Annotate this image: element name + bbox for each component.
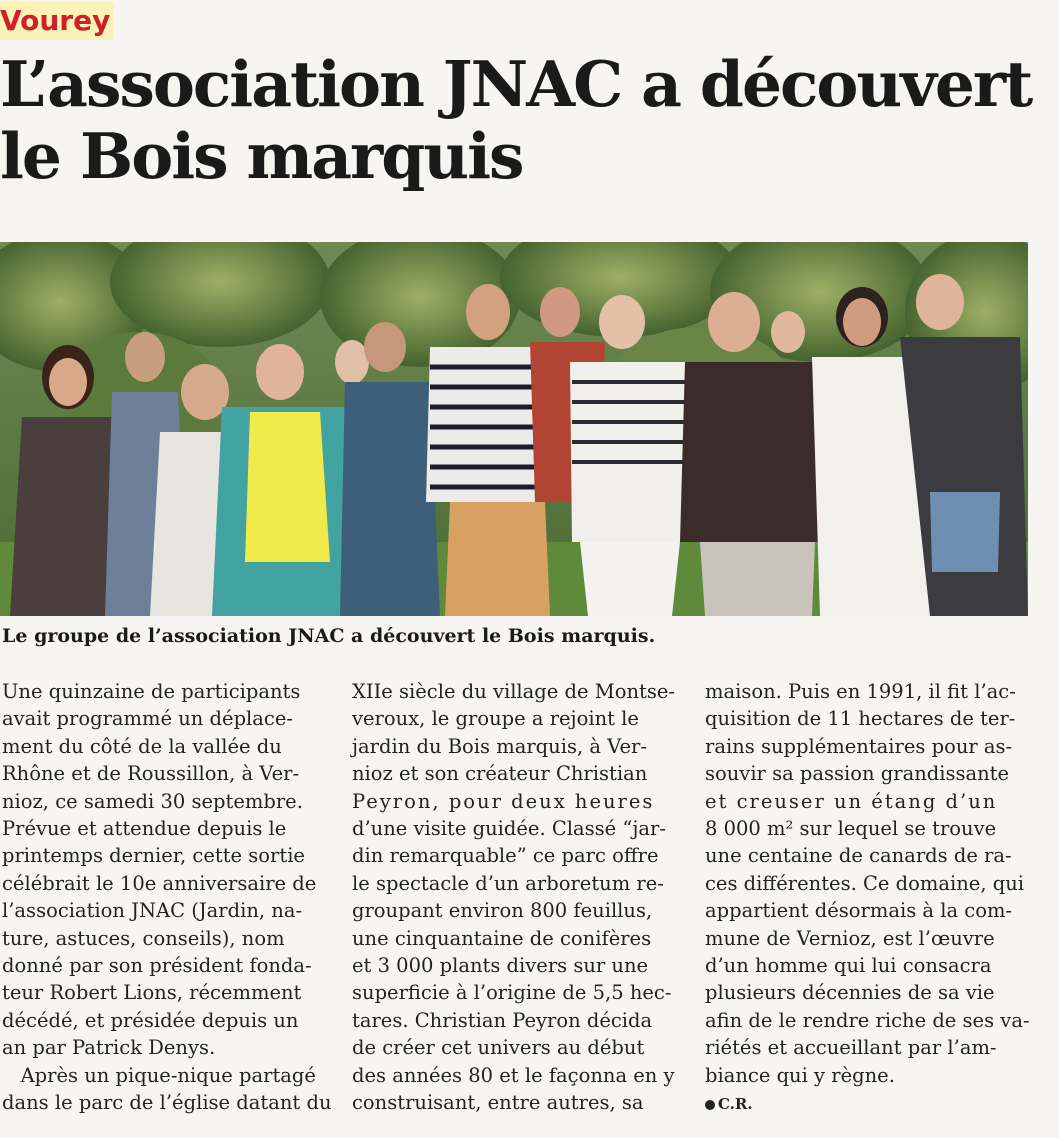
text-line: quisition de 11 hectares de ter-	[705, 707, 1016, 731]
group-photo-illustration	[0, 242, 1028, 616]
text-line: des années 80 et le façonna en y	[352, 1063, 675, 1087]
text-line: veroux, le groupe a rejoint le	[352, 707, 639, 731]
article-column-3	[705, 678, 1030, 1119]
text-line: an par Patrick Denys.	[2, 1036, 216, 1060]
text-line: d’un homme qui lui consacra	[705, 954, 992, 978]
text-line: Une quinzaine de participants	[2, 680, 301, 703]
text-line: Peyron, pour deux heures	[352, 789, 655, 813]
text-line: maison. Puis en 1991, il fit l’ac-	[705, 680, 1016, 703]
text-line: 8 000 m² sur lequel se trouve	[705, 817, 997, 841]
text-line: une cinquantaine de conifères	[352, 926, 652, 950]
text-line: biance qui y règne.	[705, 1063, 895, 1087]
text-line: plusieurs décennies de sa vie	[705, 981, 995, 1005]
text-line: groupant environ 800 feuillus,	[352, 899, 653, 923]
text-line: appartient désormais à la com-	[705, 899, 1013, 923]
text-line: jardin du Bois marquis, à Ver-	[352, 734, 647, 758]
text-line: célébrait le 10e anniversaire de	[2, 871, 317, 895]
headline-line-1: L’association JNAC a découvert	[0, 47, 1032, 121]
byline-text: C.R.	[718, 1095, 753, 1114]
text-line: donné par son président fonda-	[2, 954, 312, 978]
text-line: de créer cet univers au début	[352, 1036, 645, 1060]
text-line: ment du côté de la vallée du	[2, 734, 282, 758]
text-line: ces différentes. Ce domaine, qui	[705, 871, 1024, 895]
byline	[705, 1091, 753, 1118]
text-line: et creuser un étang d’un	[705, 789, 998, 813]
bullet-icon	[705, 1100, 715, 1110]
text-line: XIIe siècle du village de Montse-	[352, 680, 675, 703]
text-line: souvir sa passion grandissante	[705, 762, 1010, 786]
text-line: rains supplémentaires pour as-	[705, 734, 1013, 758]
text-line: riétés et accueillant par l’am-	[705, 1036, 997, 1060]
text-line: une centaine de canards de ra-	[705, 844, 1012, 868]
text-line: et 3 000 plants divers sur une	[352, 954, 649, 978]
text-line: le spectacle d’un arboretum re-	[352, 871, 664, 895]
text-line: décédé, et présidée depuis un	[2, 1008, 299, 1032]
article-column-1	[2, 678, 332, 1117]
article-column-2	[352, 678, 678, 1117]
text-line: ture, astuces, conseils), nom	[2, 926, 285, 950]
text-line: nioz et son créateur Christian	[352, 762, 648, 786]
section-kicker: Vourey	[0, 2, 114, 40]
headline	[0, 48, 1050, 192]
photo-caption: Le groupe de l’association JNAC a découvert le Bois marquis.	[2, 625, 656, 647]
text-line: din remarquable” ce parc offre	[352, 844, 659, 868]
text-line: Prévue et attendue depuis le	[2, 817, 287, 841]
text-line: Rhône et de Roussillon, à Ver-	[2, 762, 300, 786]
text-line: printemps dernier, cette sortie	[2, 844, 305, 868]
text-line: construisant, entre autres, sa	[352, 1091, 644, 1115]
text-line: d’une visite guidée. Classé “jar-	[352, 817, 666, 841]
headline-line-2: le Bois marquis	[0, 119, 523, 193]
text-line: tares. Christian Peyron décida	[352, 1008, 653, 1032]
text-line: dans le parc de l’église datant du	[2, 1091, 332, 1115]
text-line: teur Robert Lions, récemment	[2, 981, 302, 1005]
text-line: l’association JNAC (Jardin, na-	[2, 899, 303, 923]
group-photo	[0, 242, 1028, 616]
text-line: nioz, ce samedi 30 septembre.	[2, 789, 303, 813]
text-line: Après un pique-nique partagé	[2, 1063, 316, 1087]
text-line: avait programmé un déplace-	[2, 707, 293, 731]
text-line: afin de le rendre riche de ses va-	[705, 1008, 1030, 1032]
text-line: mune de Vernioz, est l’œuvre	[705, 926, 995, 950]
text-line: superficie à l’origine de 5,5 hec-	[352, 981, 672, 1005]
